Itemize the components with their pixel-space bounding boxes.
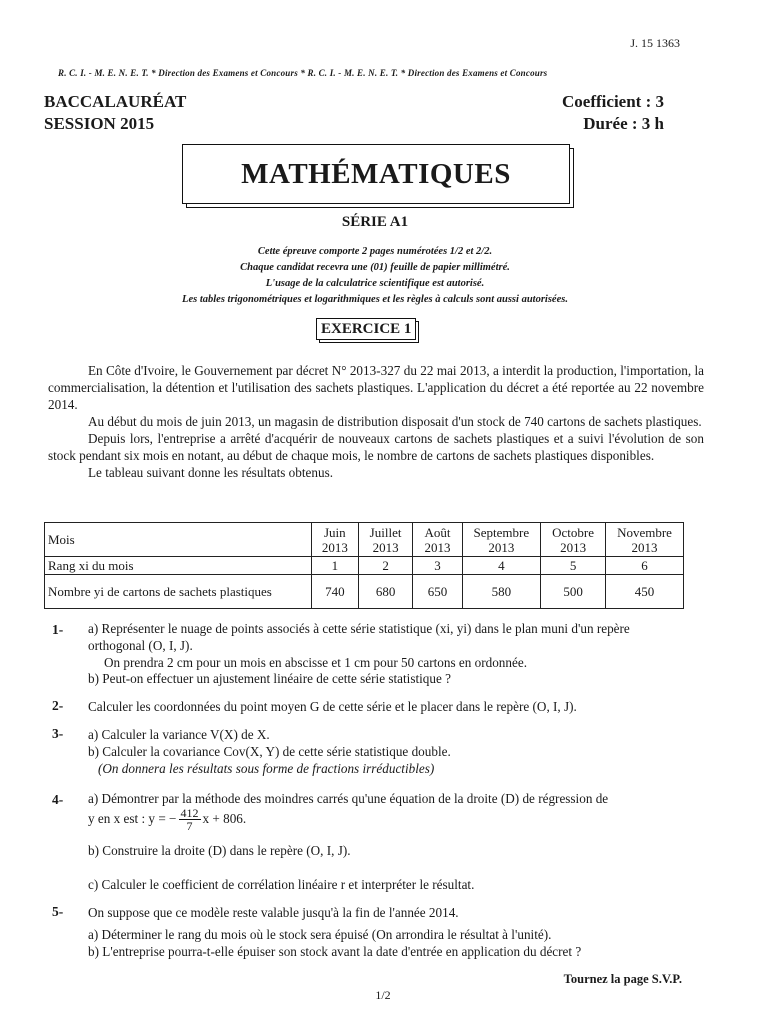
table-row [45, 523, 684, 557]
equation-prefix: y en x est : y = − [88, 811, 177, 826]
title-box [182, 144, 570, 204]
question-number: 4- [52, 792, 64, 807]
table-cell: 450 [606, 575, 684, 609]
table-cell: 500 [541, 575, 606, 609]
question-5b: b) L'entreprise pourra-t-elle épuiser son stock avant la date d'entrée en application du décret ? [88, 944, 582, 959]
table-row-label: Nombre yi de cartons de sachets plastiques [45, 575, 312, 609]
instruction-line: Chaque candidat recevra une (01) feuille de papier millimétré. [240, 262, 510, 273]
intro-paragraph: Le tableau suivant donne les résultats obtenus. [88, 465, 334, 480]
question-3-note: (On donnera les résultats sous forme de fractions irréductibles) [98, 761, 435, 776]
instruction-line: L'usage de la calculatrice scientifique est autorisé. [265, 278, 485, 289]
question-1b: b) Peut-on effectuer un ajustement linéaire de cette série statistique ? [88, 671, 451, 686]
intro-paragraph: Au début du mois de juin 2013, un magasin de distribution disposait d'un stock de 740 cartons de sachets plastiques. [88, 414, 702, 429]
equation-fraction [179, 807, 201, 832]
question-1a: a) Représenter le nuage de points associés à cette série statistique (xi, yi) dans le plan muni d'un repère orthogonal (O, I, J). [88, 621, 630, 653]
table-row [45, 557, 684, 575]
table-cell: Octobre 2013 [541, 523, 606, 557]
table-cell: 580 [462, 575, 541, 609]
instruction-line: Cette épreuve comporte 2 pages numérotées 1/2 et 2/2. [257, 246, 493, 257]
instruction-line: Les tables trigonométriques et logarithmiques et les règles à calculs sont aussi autorisées. [182, 294, 568, 305]
page-number: 1/2 [375, 988, 391, 1002]
table-cell: 3 [413, 557, 462, 575]
table-header-label: Mois [45, 523, 312, 557]
question-4c: c) Calculer le coefficient de corrélation linéaire r et interpréter le résultat. [88, 877, 475, 892]
table-cell: 740 [312, 575, 359, 609]
question-number: 1- [52, 622, 64, 637]
table-cell: 650 [413, 575, 462, 609]
table-cell: Août 2013 [413, 523, 462, 557]
question-4a: a) Démontrer par la méthode des moindres carrés qu'une équation de la droite (D) de régression de [88, 791, 609, 806]
exam-session: SESSION 2015 [44, 114, 155, 133]
question-4b: b) Construire la droite (D) dans le repère (O, I, J). [88, 843, 351, 858]
serie-label: SÉRIE A1 [341, 214, 409, 230]
exam-name: BACCALAURÉAT [44, 92, 187, 111]
table-row [45, 575, 684, 609]
intro-text [48, 362, 704, 481]
table-cell: Septembre 2013 [462, 523, 541, 557]
intro-paragraph: Depuis lors, l'entreprise a arrêté d'acquérir de nouveaux cartons de sachets plastiques et a suivi l'évolution de son stock pendant six mois en notant, au début de chaque mois, le nombre de cartons de sachets plastiques disponibles. [48, 431, 704, 463]
equation-suffix: x + 806. [202, 811, 247, 826]
data-table [44, 522, 684, 609]
header-banner: R. C. I. - M. E. N. E. T. * Direction des Examens et Concours * R. C. I. - M. E. N. E. T. * Direction des Examens et Concours [58, 68, 548, 78]
table-cell: 2 [358, 557, 413, 575]
document-reference: J. 15 1363 [630, 36, 680, 50]
intro-paragraph: En Côte d'Ivoire, le Gouvernement par décret N° 2013-327 du 22 mai 2013, a interdit la production, l'importation, la commercialisation, la détention et l'utilisation des sachets plastiques. L'application du décret a été reportée au 22 novembre 2014. [48, 363, 704, 412]
table-cell: 1 [312, 557, 359, 575]
fraction-numerator: 412 [180, 806, 199, 821]
table-cell: Novembre 2013 [606, 523, 684, 557]
table-cell: Juillet 2013 [358, 523, 413, 557]
question-3b: b) Calculer la covariance Cov(X, Y) de cette série statistique double. [88, 744, 451, 759]
table-row-label: Rang xi du mois [45, 557, 312, 575]
fraction-denominator: 7 [186, 819, 193, 834]
question-4a-equation [88, 806, 246, 832]
exam-coefficient: Coefficient : 3 [562, 92, 664, 111]
table-cell: Juin 2013 [312, 523, 359, 557]
table-cell: 6 [606, 557, 684, 575]
question-5a: a) Déterminer le rang du mois où le stock sera épuisé (On arrondira le résultat à l'unité). [88, 927, 552, 942]
question-number: 3- [52, 726, 64, 741]
question-1a-scale: On prendra 2 cm pour un mois en abscisse et 1 cm pour 50 cartons en ordonnée. [104, 655, 527, 670]
turn-page-note: Tournez la page S.V.P. [563, 972, 682, 986]
question-3a: a) Calculer la variance V(X) de X. [88, 727, 270, 742]
page-title: MATHÉMATIQUES [241, 157, 511, 190]
exam-duration: Durée : 3 h [583, 114, 664, 133]
exercise-title: EXERCICE 1 [316, 318, 416, 340]
question-2: Calculer les coordonnées du point moyen G de cette série et le placer dans le repère (O, I, J). [88, 699, 577, 714]
table-cell: 5 [541, 557, 606, 575]
question-number: 5- [52, 904, 64, 919]
table-cell: 4 [462, 557, 541, 575]
question-number: 2- [52, 698, 64, 713]
question-5: On suppose que ce modèle reste valable jusqu'à la fin de l'année 2014. [88, 905, 459, 920]
table-cell: 680 [358, 575, 413, 609]
